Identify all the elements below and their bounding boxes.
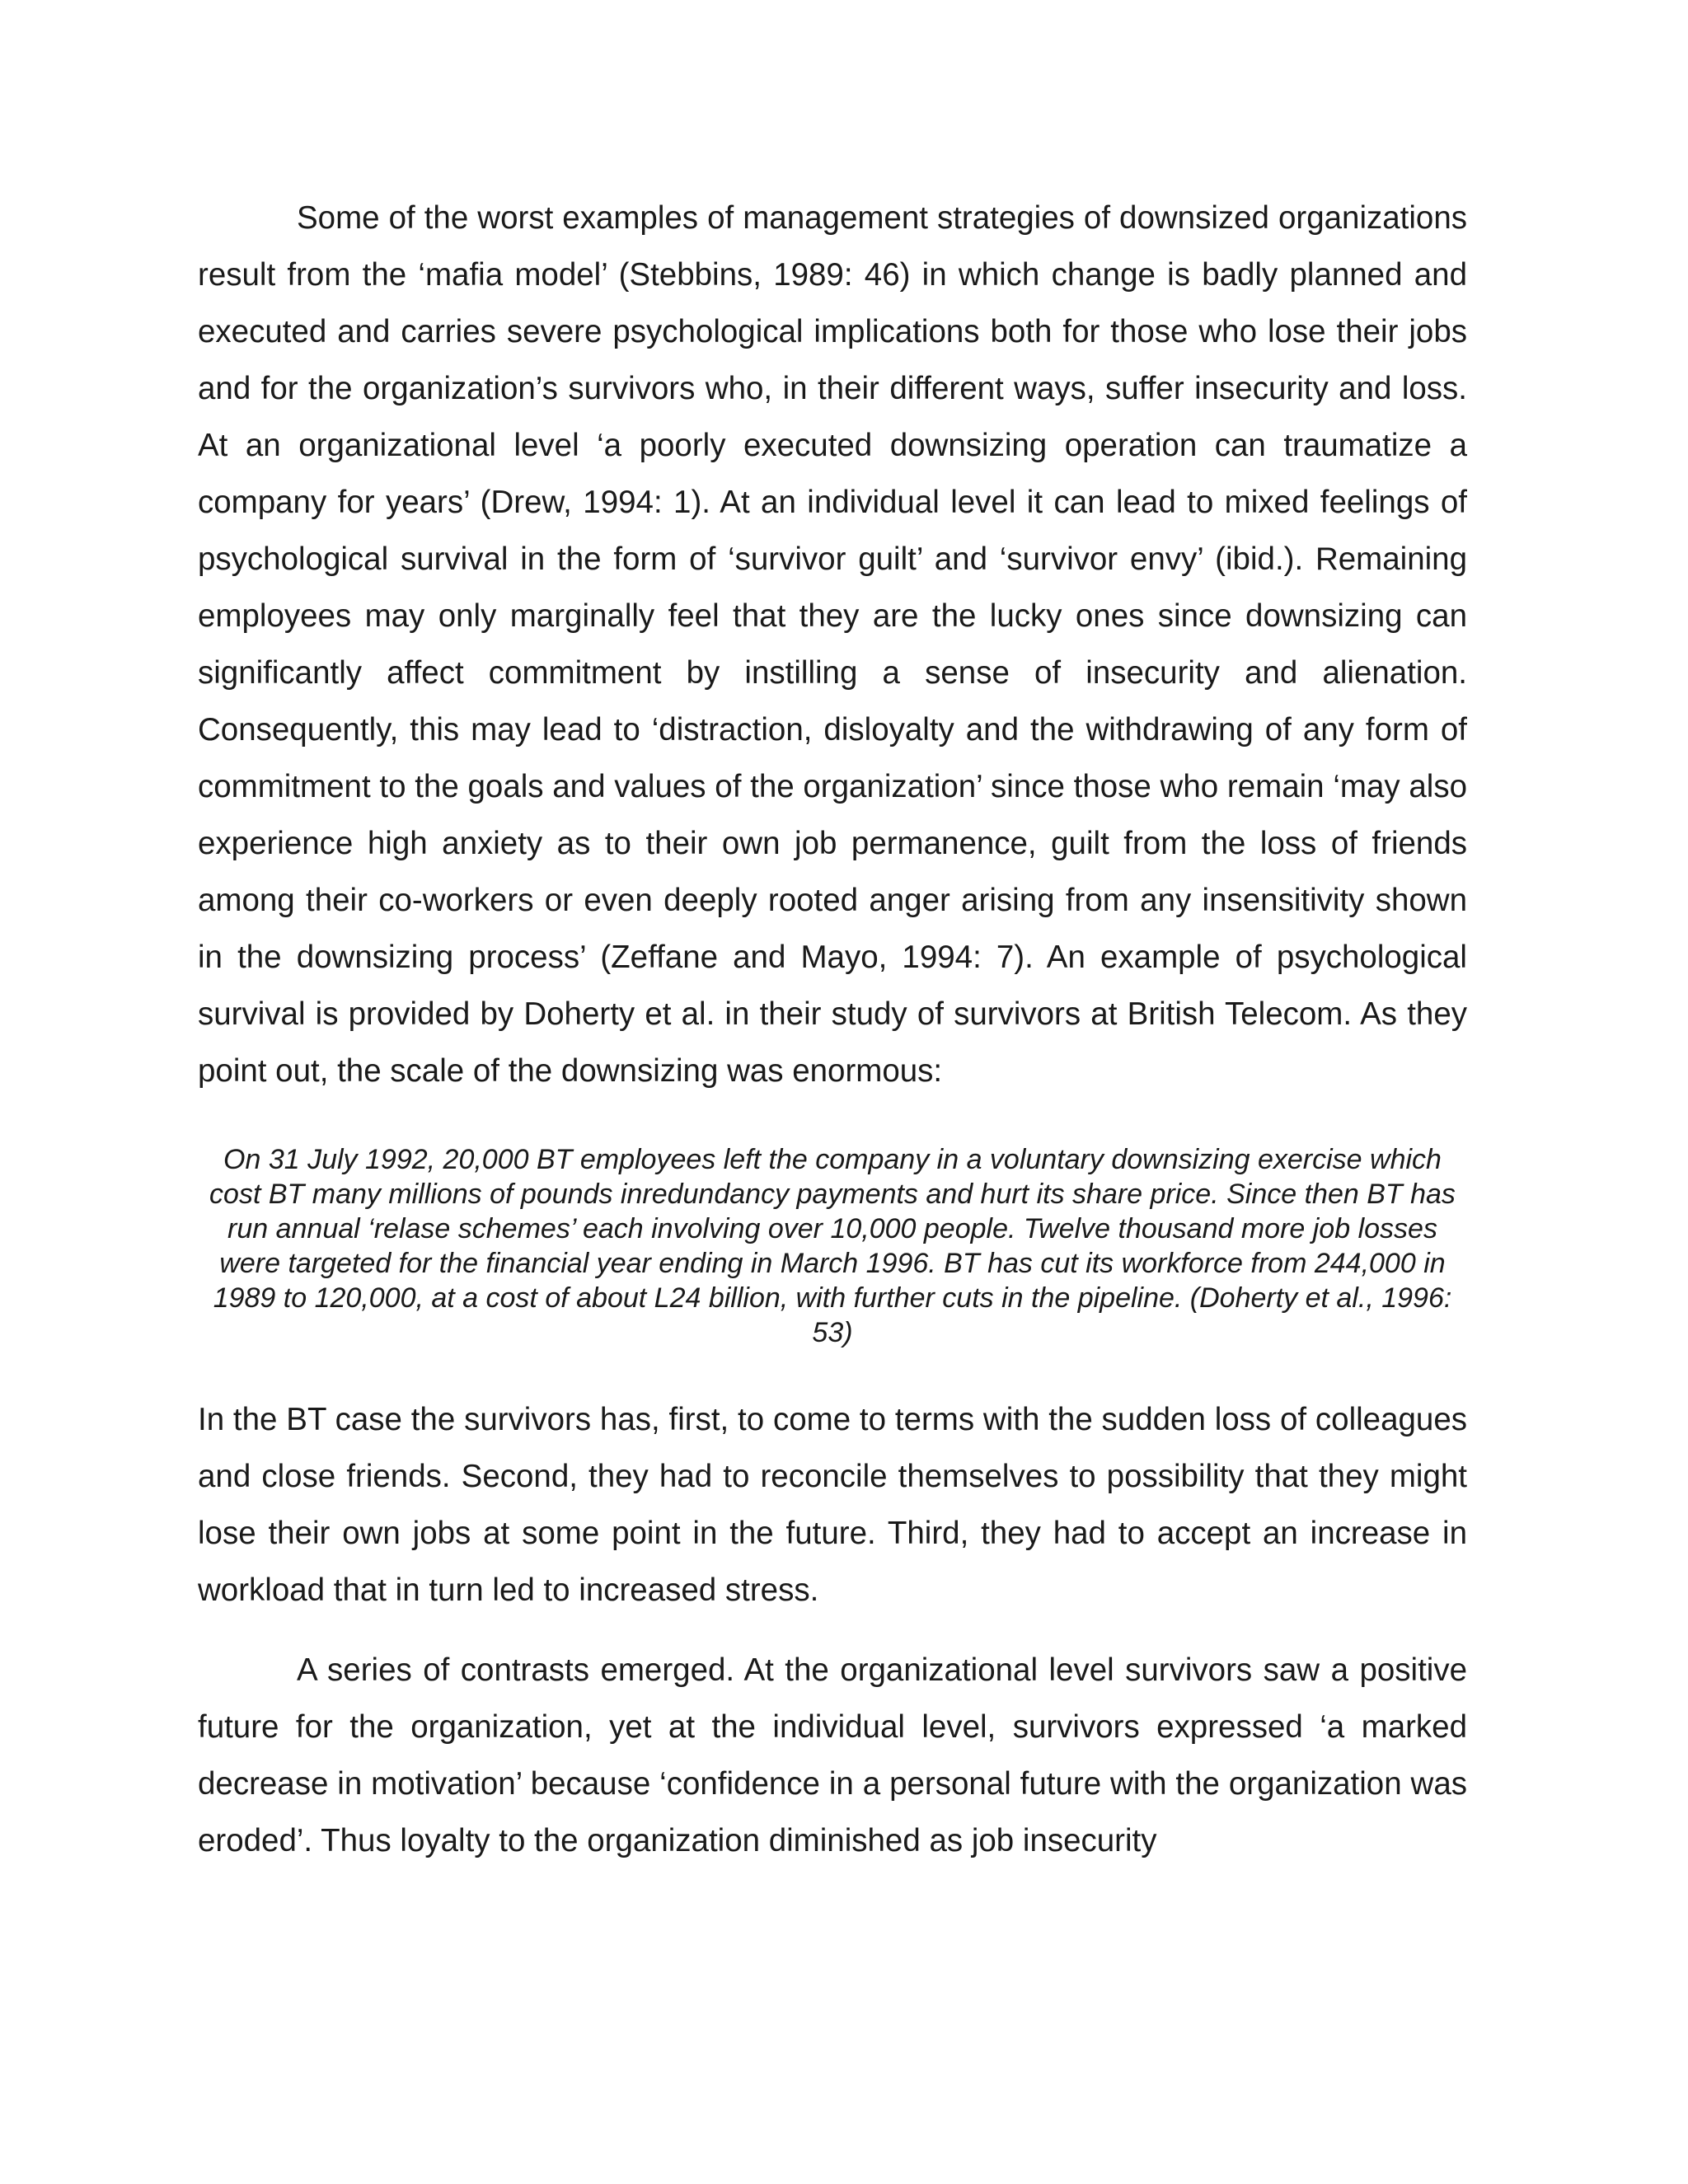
document-page	[198, 190, 1467, 1869]
body-paragraph-2: In the BT case the survivors has, first, to come to terms with the sudden loss of colleagues and close friends. Second, they had to reconcile themselves to possibility that they might lose their own jobs at some point in the future. Third, they had to accept an increase in workload that in turn led to increased stress.	[198, 1402, 1467, 1608]
body-paragraph-3: A series of contrasts emerged. At the organizational level survivors saw a positive future for the organization, yet at the individual level, survivors expressed ‘a marked decrease in motivation’ because ‘confidence in a personal future with the organization was eroded’. Thus loyalty to the organization diminished as job insecurity	[198, 1652, 1467, 1858]
block-quote: On 31 July 1992, 20,000 BT employees left the company in a voluntary downsizing exercise which cost BT many millions of pounds inredundancy payments and hurt its share price. Since then BT has run annual ‘relase schemes’ each involving over 10,000 people. Twelve thousand more job losses were targeted for the financial year ending in March 1996. BT has cut its workforce from 244,000 in 1989 to 120,000, at a cost of about L24 billion, with further cuts in the pipeline. (Doherty et al., 1996: 53)	[209, 1144, 1456, 1348]
body-paragraph-1: Some of the worst examples of management strategies of downsized organizations result from the ‘mafia model’ (Stebbins, 1989: 46) in which change is badly planned and executed and carries severe psychological implications both for those who lose their jobs and for the organization’s survivors who, in their different ways, suffer insecurity and loss. At an organizational level ‘a poorly executed downsizing operation can traumatize a company for years’ (Drew, 1994: 1). At an individual level it can lead to mixed feelings of psychological survival in the form of ‘survivor guilt’ and ‘survivor envy’ (ibid.). Remaining employees may only marginally feel that they are the lucky ones since downsizing can significantly affect commitment by instilling a sense of insecurity and alienation. Consequently, this may lead to ‘distraction, disloyalty and the withdrawing of any form of commitment to the goals and values of the organization’ since those who remain ‘may also experience high anxiety as to their own job permanence, guilt from the loss of friends among their co-workers or even deeply rooted anger arising from any insensitivity shown in the downsizing process’ (Zeffane and Mayo, 1994: 7). An example of psychological survival is provided by Doherty et al. in their study of survivors at British Telecom. As they point out, the scale of the downsizing was enormous:	[198, 200, 1467, 1089]
